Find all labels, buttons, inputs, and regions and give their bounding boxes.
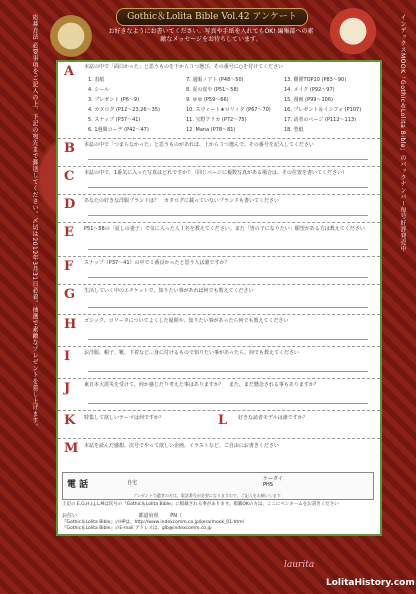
- section-letter: E: [64, 225, 74, 240]
- section-letter: A: [64, 64, 75, 79]
- watermark: LolitaHistory.com: [326, 578, 415, 588]
- url-block: [62, 520, 372, 532]
- option-item[interactable]: 10. スウィート★ロリィタ (P67〜70): [186, 107, 271, 113]
- section-letter: G: [64, 287, 76, 302]
- answer-line[interactable]: [88, 339, 368, 340]
- section-letter: H: [64, 317, 77, 332]
- side-text-right: インデックスMOOK「Gothic＆Lolita Bible」のバックナンバー毎号好評発売中: [399, 14, 406, 253]
- brand-banner: Gothic＆Lolita Bible Vol.42 アンケート: [116, 8, 308, 26]
- option-item[interactable]: 3. プレゼント (P6〜9): [88, 97, 140, 103]
- answer-line[interactable]: [88, 159, 368, 160]
- phone-note: プレゼント当選者の方は、電話番号が必要になりますので、ご記入をお願いします: [133, 493, 281, 498]
- residence-row: [62, 512, 372, 519]
- option-item[interactable]: 4. シール: [88, 87, 110, 93]
- answer-line[interactable]: [88, 307, 368, 308]
- section-question: ゴシック、ロリータについてよくした疑問や、知りたい事があったら何でも教えてください: [84, 318, 289, 324]
- answer-line[interactable]: [88, 403, 368, 404]
- answer-line[interactable]: [88, 371, 368, 372]
- page-header: [98, 6, 324, 64]
- options-grid: [88, 76, 378, 134]
- mobile-label[interactable]: ケータイ: [263, 476, 283, 482]
- section-d: [58, 194, 380, 223]
- ornament-figure-left: [46, 8, 96, 64]
- section-letter: C: [64, 169, 75, 184]
- option-item[interactable]: 8. 夏の皮や (P51〜58): [186, 87, 239, 93]
- pen-name-label[interactable]: PN（: [170, 513, 182, 519]
- answer-line[interactable]: [88, 249, 368, 250]
- section-c: [58, 166, 380, 195]
- section-b: [58, 138, 380, 167]
- survey-sheet: [56, 60, 382, 536]
- section-question: 好きな読者モデルは誰ですか？: [238, 415, 308, 421]
- section-e: [58, 222, 380, 257]
- option-item[interactable]: 13. 難関TOP10 (P83〜90): [284, 77, 347, 83]
- section-h: [58, 314, 380, 347]
- section-letter: L: [218, 413, 228, 428]
- option-item[interactable]: 9. ゆゆ (P59〜66): [186, 97, 229, 103]
- option-item[interactable]: 12. Mana (P78〜81): [186, 127, 236, 133]
- section-question: 本誌の中で、1番気に入った写真はどれですか？（同じページに複数写真がある場合は、その位置を書いてください）: [84, 170, 347, 176]
- section-k-l: [58, 410, 380, 439]
- section-question: 本誌を読んだ感想、次号でやって欲しい企画、イラストなど、ご自由にお書きください: [84, 443, 279, 449]
- section-question: 東日本大震災を受けて、何か感じたり考えた事はありますか？ また、まだ懸念される事もありますか？: [84, 382, 319, 388]
- prefecture-label: 都道府県: [138, 513, 159, 519]
- section-letter: M: [64, 441, 79, 456]
- section-f: [58, 256, 380, 285]
- section-a: [58, 62, 380, 138]
- side-text-left: 応募方法 必要事項をご記入の上、下記の宛先まで郵送してください。〆切は2012年3月31日必着。抽選で素敵なプレゼントを差し上げます。: [31, 14, 38, 431]
- section-question: お洋服、帽子、靴、下着など…身に付けるもので知りたい事があったら、何でも教えてください: [84, 350, 299, 356]
- phs-label[interactable]: PHS: [263, 482, 273, 488]
- section-question: 生活していく中のエチケットで、知りたい事があれば何でも教えてください: [84, 288, 254, 294]
- phone-label: 電 話: [67, 480, 89, 490]
- option-item[interactable]: 1. 表紙: [88, 77, 105, 83]
- santa-figure-right: [326, 8, 380, 66]
- section-j: [58, 378, 380, 411]
- disclaimer-text: 上記の E,G,H,I,J,L,Mは次号の『Gothic＆Lolita Bible』に掲載される事があります。掲載OKの方は、ここにペンネームをお書きください: [62, 502, 339, 507]
- header-subtitle: お好きなようにお書いてください。写真や手紙を入れてもOK! 編集部への素敵なメッセージをお待ちしています。: [108, 28, 314, 43]
- section-letter: J: [64, 381, 71, 396]
- option-item[interactable]: 18. 型紙: [284, 127, 304, 133]
- section-letter: F: [64, 259, 74, 274]
- section-i: [58, 346, 380, 379]
- section-letter: B: [64, 141, 75, 156]
- section-question: スナップ（P37〜41）の中で１番良かったと思う人は誰ですか？: [84, 260, 230, 266]
- email-address[interactable]: 『Gothic＆Lolita Bible』のE-mail アドレスは、glb@indexcomm.co.jp: [62, 526, 212, 531]
- option-item[interactable]: 16. プレゼント＆インフォ (P107): [284, 107, 362, 113]
- section-letter: D: [64, 197, 76, 212]
- section-letter: K: [64, 413, 76, 428]
- option-item[interactable]: 6. 1週間コーデ (P42〜47): [88, 127, 149, 133]
- option-item[interactable]: 14. メイク (P92〜97): [284, 87, 335, 93]
- answer-line[interactable]: [88, 277, 368, 278]
- option-item[interactable]: 5. スナップ (P37〜41): [88, 117, 141, 123]
- option-item[interactable]: 17. 読者のページ (P112〜113): [284, 117, 357, 123]
- option-item[interactable]: 15. 漫画 (P99〜106): [284, 97, 333, 103]
- answer-line[interactable]: [88, 187, 368, 188]
- home-label[interactable]: 自宅: [127, 480, 138, 486]
- section-question: 本誌の中で「面白かった」と思うものを下から３つ選び、その番号に○を付けてください: [84, 64, 284, 70]
- section-question: P51〜58の「夏しの妻子」で気に入った人１名を教えてください。また「男の子になりたい」願望がある方は教えてください: [84, 226, 365, 232]
- artist-signature: laurita: [284, 560, 315, 570]
- homepage-url[interactable]: 『Gothic＆Lolita Bible』のHPは、http://www.indexcomm.co.jp/kera/mook_01.html: [62, 520, 244, 525]
- option-item[interactable]: 11. 宝野アリカ (P72〜75): [186, 117, 247, 123]
- section-question: 本誌の中で「つまらなかった」と思うものがあれば、上から３つ選んで、その番号を記入してください: [84, 142, 314, 148]
- option-item[interactable]: 4. カタログ (P12〜23,26〜35): [88, 107, 160, 113]
- residence-label: お住い: [62, 513, 78, 519]
- section-question: あなたの好きな洋服ブランドは？ カタログに載っていないブランドも書いてください: [84, 198, 280, 204]
- section-letter: I: [64, 349, 71, 364]
- section-question: 特集して欲しいテーマは何ですか？: [84, 415, 165, 421]
- phone-box: [62, 472, 374, 500]
- answer-line[interactable]: [88, 215, 368, 216]
- option-item[interactable]: 7. 通販ノアト (P48〜50): [186, 77, 244, 83]
- section-g: [58, 284, 380, 315]
